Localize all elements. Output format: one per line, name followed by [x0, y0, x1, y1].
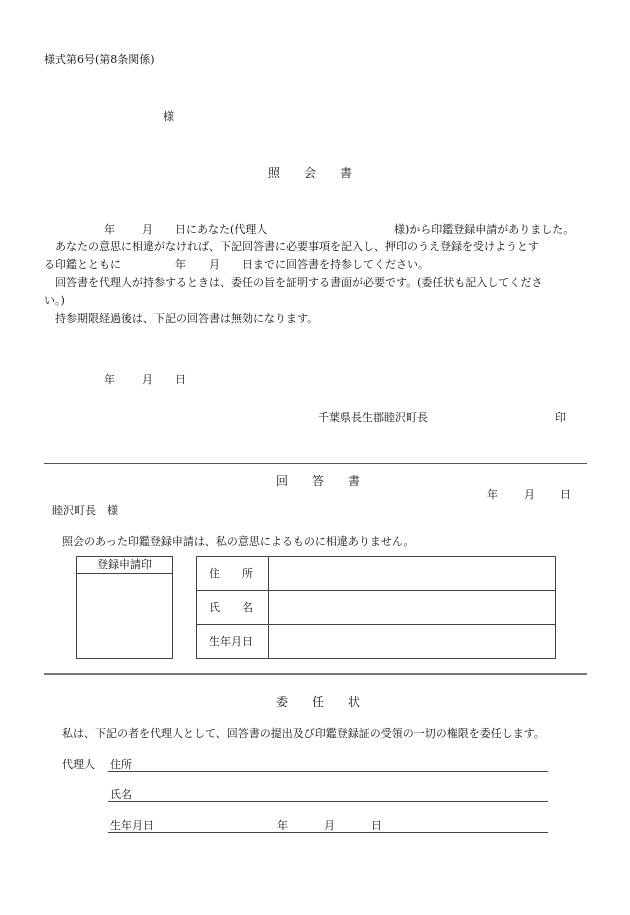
notice-paragraph-2-cont: い。) — [44, 294, 65, 307]
notice-paragraph-2: 回答書を代理人が持参するときは、委任の旨を証明する書面が必要です。(委任状も記入してくださ — [44, 276, 543, 289]
agent-birth-year: 年 — [277, 819, 288, 832]
notice-deadline-year: 年 — [175, 258, 186, 271]
notice-deadline-month: 月 — [209, 258, 220, 271]
notice-day-text: 日にあなた(代理人 — [175, 223, 268, 236]
delegation-statement: 私は、下記の者を代理人として、回答書の提出及び印鑑登録証の受領の一切の権限を委任します。 — [62, 727, 545, 740]
agent-address-line[interactable] — [108, 771, 548, 772]
notice-month-label: 月 — [142, 223, 153, 236]
agent-label: 代理人 — [62, 758, 95, 771]
address-field[interactable] — [269, 557, 555, 590]
section-divider-1 — [44, 463, 587, 464]
name-label: 氏 名 — [209, 601, 253, 614]
notice-applied-text: 様)から印鑑登録申請がありました。 — [394, 223, 575, 236]
reply-date-day: 日 — [560, 488, 571, 501]
reply-addressee: 睦沢町長 様 — [52, 504, 118, 517]
notice-paragraph-3: 持参期限経過後は、下記の回答書は無効になります。 — [44, 312, 319, 325]
addressee-suffix: 様 — [163, 110, 174, 123]
form-number: 様式第6号(第8条関係) — [44, 53, 155, 66]
notice-date-year: 年 — [104, 373, 115, 386]
notice-paragraph-1a: あなたの意思に相違がなければ、下記回答書に必要事項を記入し、押印のうえ登録を受けようとす — [44, 240, 539, 253]
registration-seal-box[interactable] — [76, 556, 173, 659]
reply-title: 回 答 書 — [276, 474, 361, 488]
reply-statement: 照会のあった印鑑登録申請は、私の意思によるものに相違ありません。 — [62, 535, 415, 548]
issuer-seal: 印 — [555, 411, 566, 424]
agent-birth-day: 日 — [371, 819, 382, 832]
reply-date-month: 月 — [524, 488, 535, 501]
registration-seal-label: 登録申請印 — [77, 557, 172, 574]
notice-date-month: 月 — [142, 373, 153, 386]
name-field[interactable] — [269, 591, 555, 624]
agent-birthdate-line[interactable] — [108, 832, 548, 833]
applicant-info-table — [196, 556, 556, 659]
notice-year-label: 年 — [104, 223, 115, 236]
birthdate-label: 生年月日 — [209, 635, 253, 648]
section-divider-2 — [44, 673, 587, 675]
delegation-title: 委 任 状 — [276, 695, 361, 709]
issuer: 千葉県長生郡睦沢町長 — [318, 411, 428, 424]
birthdate-field[interactable] — [269, 625, 555, 658]
reply-date-year: 年 — [487, 488, 498, 501]
agent-address-label: 住所 — [110, 758, 132, 771]
notice-date-day: 日 — [175, 373, 186, 386]
notice-deadline-suffix: 日までに回答書を持参してください。 — [242, 258, 429, 271]
address-label: 住 所 — [209, 567, 253, 580]
notice-title: 照 会 書 — [268, 166, 353, 180]
notice-deadline-prefix: る印鑑とともに — [44, 258, 121, 271]
agent-birth-month: 月 — [324, 819, 335, 832]
agent-name-label: 氏名 — [110, 788, 132, 801]
agent-birthdate-label: 生年月日 — [110, 819, 154, 832]
agent-name-line[interactable] — [108, 801, 548, 802]
